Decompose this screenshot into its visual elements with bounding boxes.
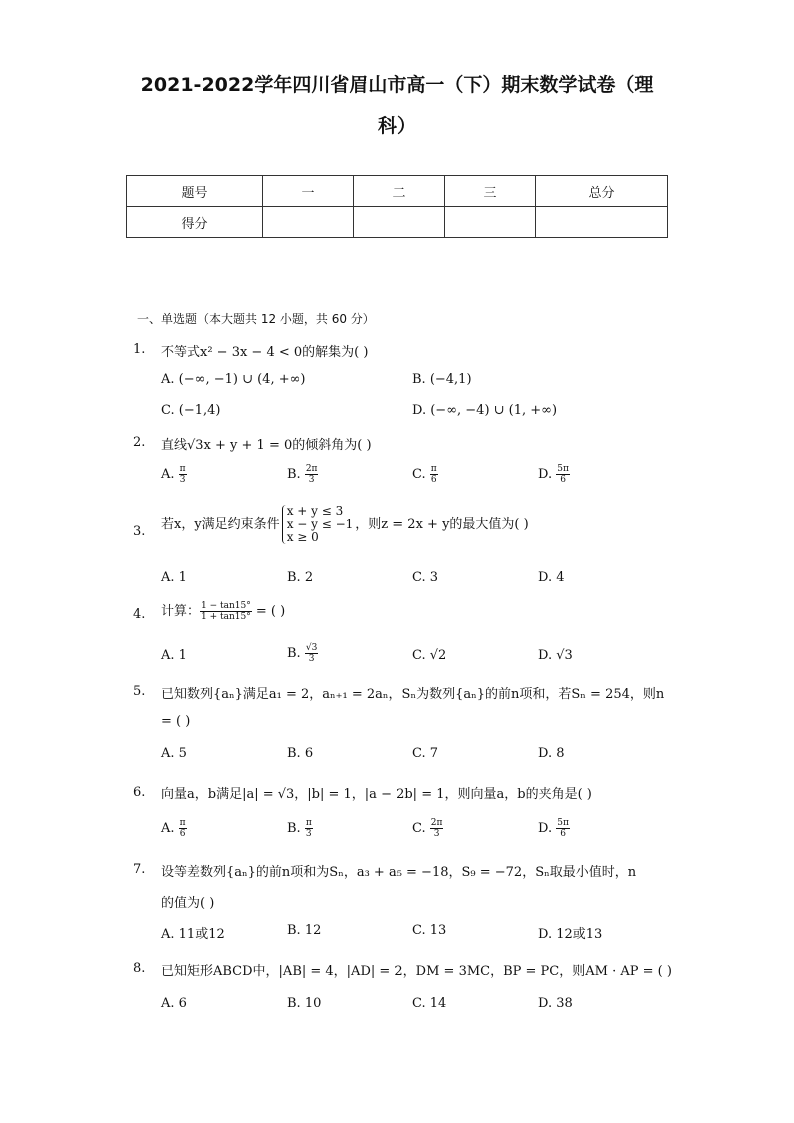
- option-fraction: [305, 464, 319, 485]
- option: C. √2: [412, 648, 447, 663]
- option: B. 2: [287, 570, 314, 585]
- option: A. 5: [161, 746, 187, 761]
- option: [161, 818, 187, 839]
- constraint: x + y ≤ 3: [286, 504, 344, 518]
- option: A. (−∞, −1) ∪ (4, +∞): [161, 372, 306, 387]
- question-number: 8.: [133, 961, 146, 976]
- question-number: 4.: [133, 607, 146, 622]
- numerator: π: [430, 464, 437, 474]
- option-letter: D.: [538, 821, 553, 836]
- denominator: 3: [179, 475, 186, 485]
- denominator: 3: [305, 829, 312, 839]
- option-fraction: [179, 818, 187, 839]
- page-title-line2: 科）: [377, 115, 416, 137]
- denominator: 3: [308, 475, 315, 485]
- question-stem: [161, 600, 285, 622]
- option-fraction: [430, 464, 438, 485]
- option-letter: B.: [287, 646, 301, 661]
- score-cell: [445, 207, 536, 238]
- option-fraction: [556, 818, 570, 839]
- option: A. 1: [161, 648, 187, 663]
- stem-prefix: 计算：: [161, 604, 201, 619]
- question-stem: 不等式x² − 3x − 4 < 0的解集为( ): [161, 345, 369, 360]
- option: [538, 818, 570, 839]
- numerator: 5π: [557, 818, 569, 828]
- numerator: π: [305, 818, 312, 828]
- question-stem: [161, 505, 529, 544]
- numerator: π: [179, 464, 186, 474]
- numerator: 1 − tan15°: [201, 601, 251, 611]
- denominator: 6: [430, 475, 437, 485]
- option: B. 6: [287, 746, 314, 761]
- score-cell: [263, 207, 354, 238]
- denominator: 1 + tan15°: [201, 612, 251, 622]
- option: B. (−4,1): [412, 372, 472, 387]
- header-cell: 题号: [127, 176, 263, 207]
- option: C. 13: [412, 923, 447, 938]
- question-stem: 已知数列{aₙ}满足a₁ = 2，aₙ₊₁ = 2aₙ，Sₙ为数列{aₙ}的前n项和，若Sₙ = 254，则n: [161, 687, 665, 702]
- option-letter: D.: [538, 467, 553, 482]
- option: [412, 818, 443, 839]
- denominator: 6: [560, 829, 566, 839]
- option-letter: C.: [412, 821, 426, 836]
- score-table: [126, 175, 668, 238]
- numerator: 2π: [305, 464, 318, 474]
- numerator: 5π: [557, 464, 569, 474]
- question-stem: 直线√3x + y + 1 = 0的倾斜角为( ): [161, 438, 372, 453]
- header-cell: 总分: [536, 176, 668, 207]
- question-stem: 向量a，b满足|a| = √3，|b| = 1，|a − 2b| = 1，则向量a，b的夹角是( ): [161, 787, 592, 802]
- option-letter: B.: [287, 467, 301, 482]
- question-number: 3.: [133, 524, 146, 539]
- score-table-score-row: [127, 207, 668, 238]
- denominator: 3: [433, 829, 440, 839]
- score-cell: [354, 207, 445, 238]
- option: C. 7: [412, 746, 439, 761]
- option: [287, 818, 313, 839]
- question-number: 1.: [133, 342, 146, 357]
- option: D. √3: [538, 648, 573, 663]
- option: D. 12或13: [538, 927, 603, 942]
- stem-suffix: ，则z = 2x + y的最大值为( ): [355, 517, 529, 532]
- option: [412, 464, 438, 485]
- score-cell: [536, 207, 668, 238]
- question-stem-continued: 的值为( ): [161, 896, 215, 911]
- option: D. 8: [538, 746, 565, 761]
- option-letter: A.: [161, 467, 175, 482]
- constraint: x − y ≤ −1: [286, 517, 354, 531]
- option: D. 38: [538, 996, 573, 1011]
- numerator: 2π: [430, 818, 443, 828]
- option: A. 11或12: [161, 927, 225, 942]
- denominator: 6: [560, 475, 566, 485]
- option: C. (−1,4): [161, 403, 221, 418]
- option-letter: A.: [161, 821, 175, 836]
- stem-prefix: 若x，y满足约束条件: [161, 517, 280, 532]
- header-cell: 三: [445, 176, 536, 207]
- option: D. (−∞, −4) ∪ (1, +∞): [412, 403, 558, 418]
- option-fraction: [430, 818, 444, 839]
- question-number: 5.: [133, 684, 146, 699]
- option: [287, 464, 318, 485]
- option-fraction: [305, 643, 318, 664]
- stem-fraction: [200, 601, 252, 622]
- page-title-line1: 2021-2022学年四川省眉山市高一（下）期末数学试卷（理: [140, 74, 654, 96]
- section-heading: 一、单选题（本大题共 12 小题，共 60 分）: [137, 312, 375, 326]
- score-table-header-row: [127, 176, 668, 207]
- option-fraction: [179, 464, 187, 485]
- question-stem: 设等差数列{aₙ}的前n项和为Sₙ，a₃ + a₅ = −18，S₉ = −72，Sₙ取最小值时，n: [161, 865, 637, 880]
- option-fraction: [305, 818, 313, 839]
- question-number: 2.: [133, 435, 146, 450]
- option: B. 10: [287, 996, 322, 1011]
- option: [538, 464, 570, 485]
- option: A. 6: [161, 996, 187, 1011]
- question-stem: 已知矩形ABCD中，|AB| = 4，|AD| = 2，DM = 3MC，BP = PC，则AM · AP = ( ): [161, 964, 672, 979]
- question-stem-continued: = ( ): [161, 714, 191, 729]
- question-number: 6.: [133, 785, 146, 800]
- denominator: 6: [179, 829, 186, 839]
- constraint: x ≥ 0: [286, 530, 319, 544]
- option: A. 1: [161, 570, 187, 585]
- question-number: 7.: [133, 862, 146, 877]
- option: C. 14: [412, 996, 447, 1011]
- option: [287, 643, 318, 664]
- option: C. 3: [412, 570, 439, 585]
- option-letter: C.: [412, 467, 426, 482]
- numerator: π: [179, 818, 186, 828]
- header-cell: 一: [263, 176, 354, 207]
- header-cell: 二: [354, 176, 445, 207]
- numerator: √3: [305, 643, 318, 653]
- option-letter: B.: [287, 821, 301, 836]
- row-label: 得分: [127, 207, 263, 238]
- option: [161, 464, 187, 485]
- stem-suffix: = ( ): [251, 604, 286, 619]
- option: D. 4: [538, 570, 565, 585]
- constraint-system: [282, 505, 354, 544]
- option: B. 12: [287, 923, 322, 938]
- denominator: 3: [308, 654, 315, 664]
- option-fraction: [556, 464, 570, 485]
